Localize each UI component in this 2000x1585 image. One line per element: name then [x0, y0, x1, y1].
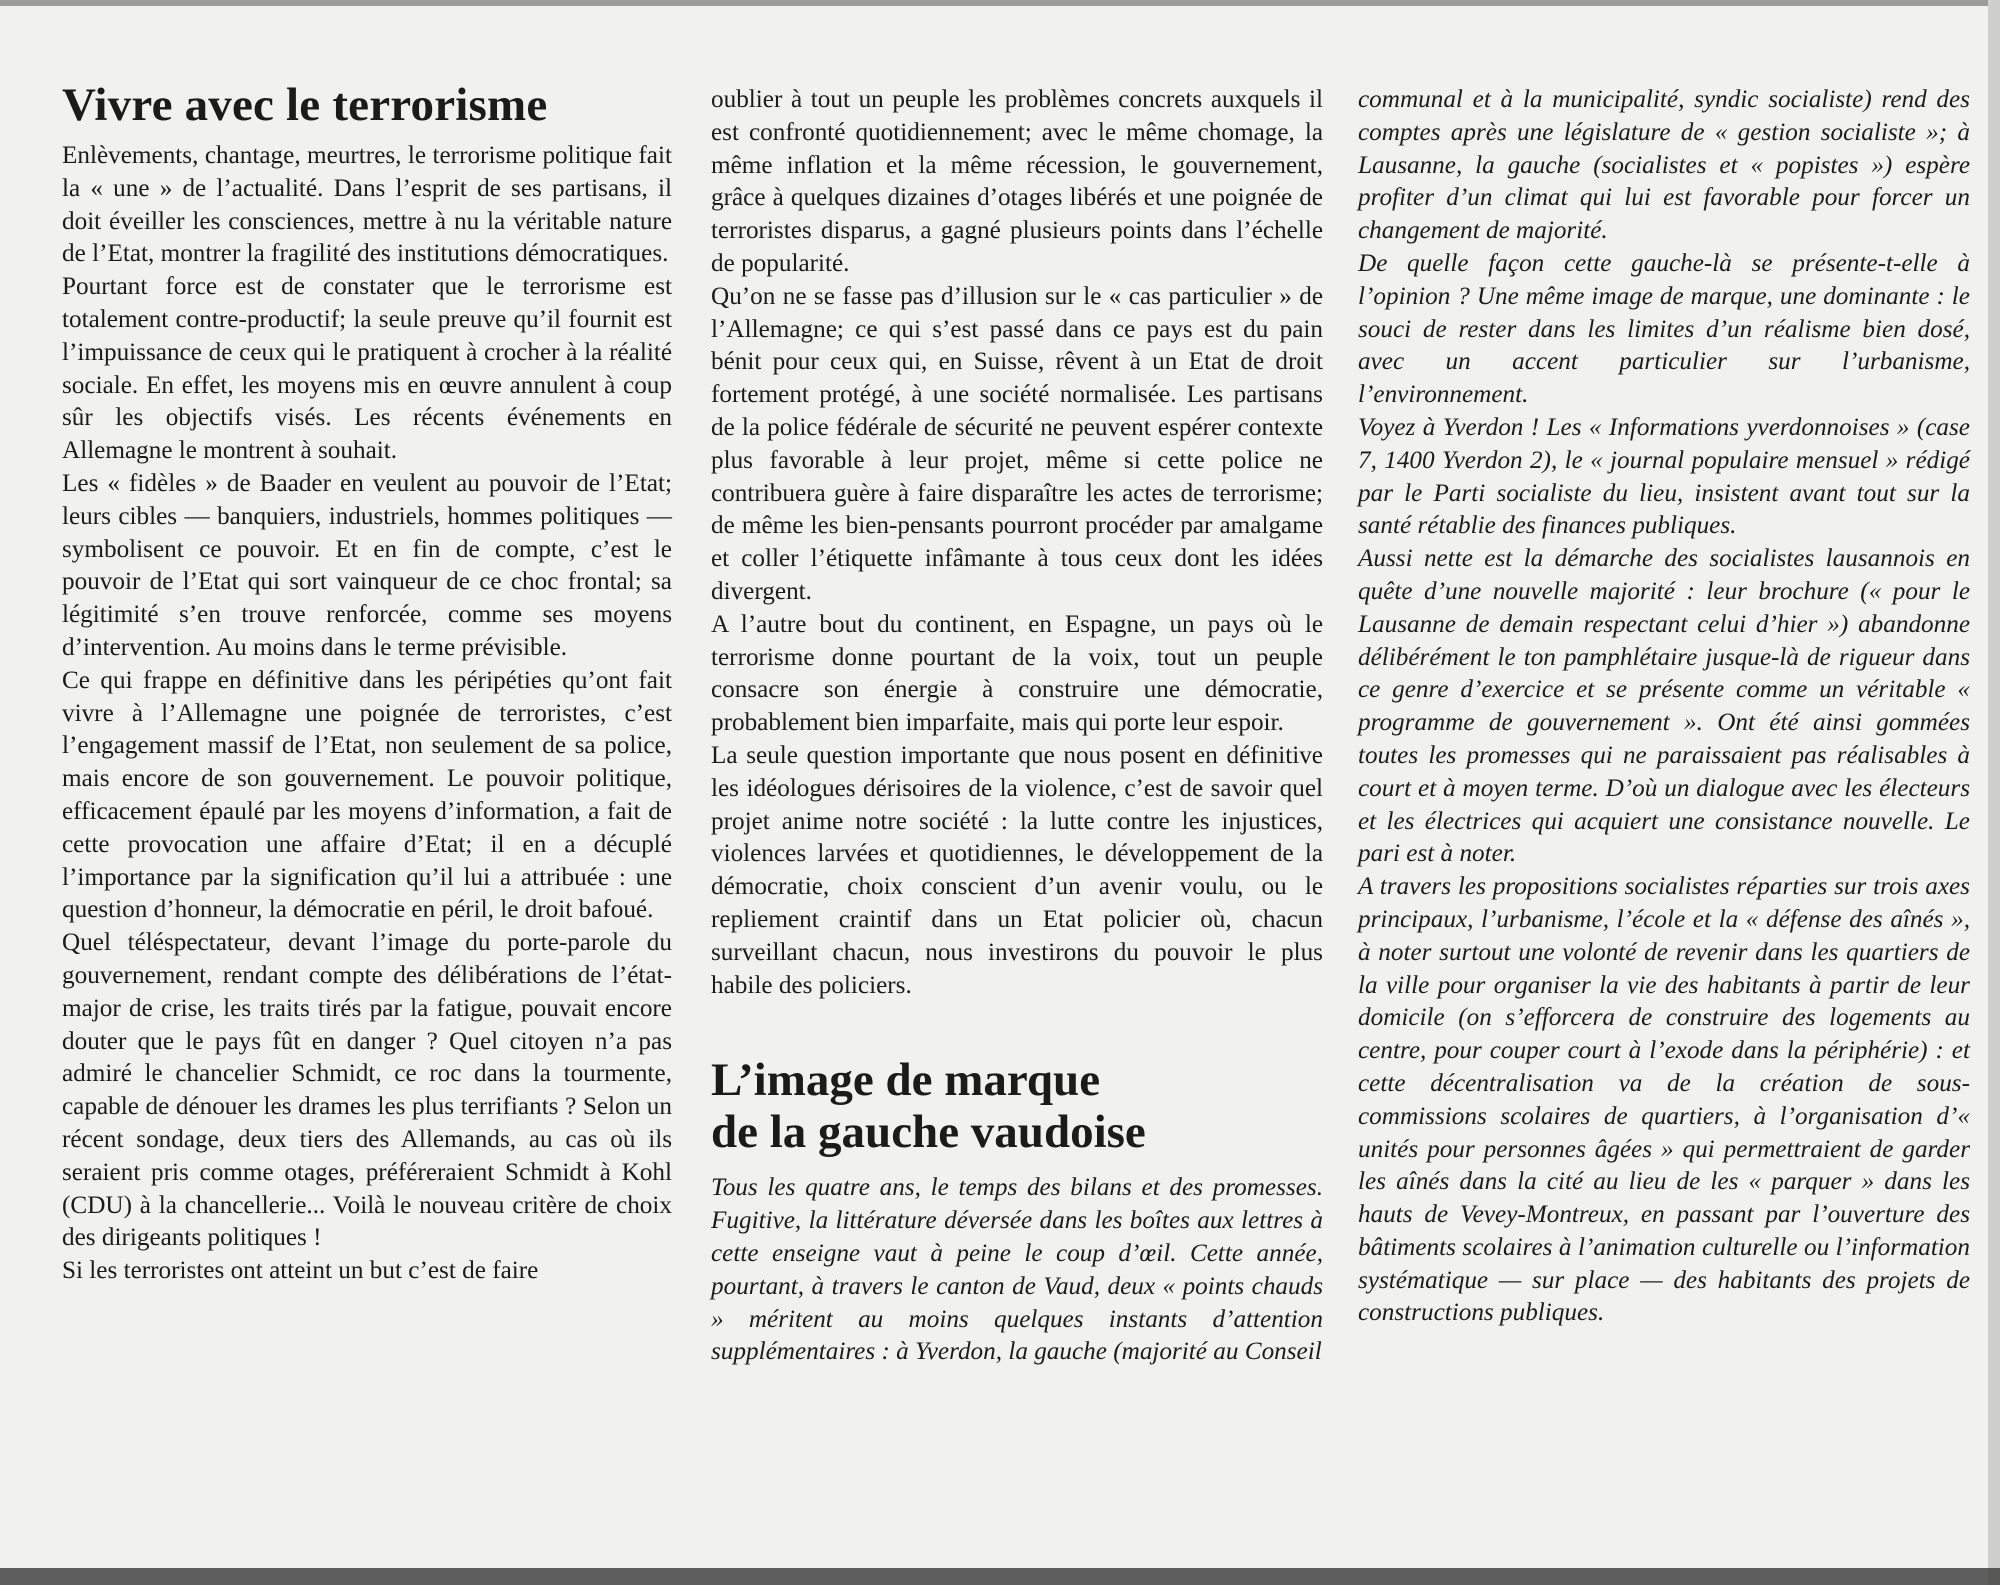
- title-line-2: de la gauche vaudoise: [711, 1106, 1146, 1159]
- column-2: [711, 84, 1323, 1369]
- paragraph-italic: Aussi nette est la démarche des socialistes lausannois en quête d’une nouvelle majorité : leur brochure (« pour le Lausanne de demain respectant celui d’hier ») abandonne délibérément le ton pamphlétaire jusque-là de rigueur dans ce genre d’exercice et se présente comme un véritable « programme de gouvernement ». Ont été ainsi gommées toutes les promesses qui ne paraissaient pas réalisables à court et à moyen terme. D’où un dialogue avec les électeurs et les électrices qui acquiert une consistance nouvelle. Le pari est à noter.: [1358, 545, 1970, 868]
- paragraph: A l’autre bout du continent, en Espagne, un pays où le terrorisme donne pourtant de la voix, tout un peuple consacre son énergie à construire une démocratie, probablement bien imparfaite, mais qui porte leur espoir.: [711, 610, 1323, 737]
- paragraph-italic: Voyez à Yverdon ! Les « Informations yverdonnoises » (case 7, 1400 Yverdon 2), le « journal populaire mensuel » rédigé par le Parti socialiste du lieu, insistent avant tout sur la santé rétablie des finances publiques.: [1358, 413, 1970, 540]
- article-title-gauche-vaudoise: [711, 1054, 1323, 1158]
- paragraph-italic: communal et à la municipalité, syndic socialiste) rend des comptes après une législature de « gestion socialiste »; à Lausanne, la gauche (socialistes et « popistes ») espère profiter d’un climat qui lui est favorable pour forcer un changement de majorité.: [1358, 86, 1970, 245]
- paragraph: Si les terroristes ont atteint un but c’est de faire: [62, 1257, 539, 1285]
- paragraph: La seule question importante que nous posent en définitive les idéologues dérisoires de la violence, c’est de savoir quel projet anime notre société : la lutte contre les injustices, violences larvées et quotidiennes, le développement de la démocratie, choix conscient d’un avenir voulu, ou le repliement craintif dans un Etat policier où, chacun surveillant chacun, nous investirons du pouvoir le plus habile des policiers.: [711, 741, 1323, 999]
- column-1: [62, 80, 672, 1288]
- article-title-terrorisme: Vivre avec le terrorisme: [62, 79, 548, 131]
- page-top-edge: [0, 0, 2000, 6]
- column-3: [1358, 84, 1970, 1330]
- paragraph: Quel téléspectateur, devant l’image du porte-parole du gouvernement, rendant compte des délibérations de l’état-major de crise, les traits tirés par la fatigue, pouvait encore douter que le pays fût en danger ? Quel citoyen n’a pas admiré le chancelier Schmidt, ce roc dans la tourmente, capable de dénouer les drames les plus terrifiants ? Selon un récent sondage, deux tiers des Allemands, au cas où ils seraient pris comme otages, préféreraient Schmidt à Kohl (CDU) à la chancellerie... Voilà le nouveau critère de choix des dirigeants politiques !: [62, 929, 672, 1252]
- paragraph: Pourtant force est de constater que le terrorisme est totalement contre-productif; la seule preuve qu’il fournit est l’impuissance de ceux qui le pratiquent à crocher à la réalité sociale. En effet, les moyens mis en œuvre annulent à coup sûr les objectifs visés. Les récents événements en Allemagne le montrent à souhait.: [62, 273, 672, 465]
- title-line-1: L’image de marque: [711, 1054, 1101, 1107]
- paragraph: Qu’on ne se fasse pas d’illusion sur le « cas particulier » de l’Allemagne; ce qui s’est passé dans ce pays est du pain bénit pour ceux qui, en Suisse, rêvent à un Etat de droit fortement protégé, à une société normalisée. Les partisans de la police fédérale de sécurité ne peuvent espérer contexte plus favorable à leur projet, même si cette police ne contribuera guère à faire disparaître les actes de terrorisme; de même les bien-pensants pourront procéder par amalgame et coller l’étiquette infâmante à tous ceux dont les idées divergent.: [711, 282, 1323, 605]
- page-bottom-edge: [0, 1568, 2000, 1585]
- paragraph: oublier à tout un peuple les problèmes concrets auxquels il est confronté quotidiennement; avec le même chomage, la même inflation et la même récession, le gouvernement, grâce à quelques dizaines d’otages libérés et une poignée de terroristes disparus, a gagné plusieurs points dans l’échelle de popularité.: [711, 86, 1323, 277]
- paragraph-italic: De quelle façon cette gauche-là se présente-t-elle à l’opinion ? Une même image de marque, une dominante : le souci de rester dans les limites d’un réalisme bien dosé, avec un accent particulier sur l’urbanisme, l’environnement.: [1358, 249, 1970, 409]
- page-right-edge: [1988, 0, 2000, 1585]
- paragraph: Ce qui frappe en définitive dans les péripéties qu’ont fait vivre à l’Allemagne une poignée de terroristes, c’est l’engagement massif de l’Etat, non seulement de sa police, mais encore de son gouvernement. Le pouvoir politique, efficacement épaulé par les moyens d’information, a fait de cette provocation une affaire d’Etat; il en a décuplé l’importance par la signification qu’il lui a attribuée : une question d’honneur, la démocratie en péril, le droit bafoué.: [62, 666, 672, 924]
- paragraph: Enlèvements, chantage, meurtres, le terrorisme politique fait la « une » de l’actualité. Dans l’esprit de ses partisans, il doit éveiller les consciences, mettre à nu la véritable nature de l’Etat, montrer la fragilité des institutions démocratiques.: [62, 142, 672, 268]
- paragraph-italic: A travers les propositions socialistes réparties sur trois axes principaux, l’urbanisme, l’école et la « défense des aînés », à noter surtout une volonté de revenir dans les quartiers de la ville pour organiser la vie des habitants à partir de leur domicile (on s’efforcera de construire des logements au centre, pour couper court à l’exode dans la périphérie) : et cette décentralisation va de la création de sous-commissions scolaires de quartiers, à l’organisation d’« unités pour personnes âgées » qui permettraient de garder les aînés dans la cité au lieu de les « parquer » dans les hauts de Vevey-Montreux, en passant par l’ouverture des bâtiments scolaires à l’animation culturelle ou l’information systématique — sur place — des habitants des projets de constructions publiques.: [1358, 873, 1970, 1327]
- paragraph: Les « fidèles » de Baader en veulent au pouvoir de l’Etat; leurs cibles — banquiers, industriels, hommes politiques — symbolisent ce pouvoir. Et en fin de compte, c’est le pouvoir de l’Etat qui sort vainqueur de ce choc frontal; sa légitimité s’en trouve renforcée, comme ses moyens d’intervention. Au moins dans le terme prévisible.: [62, 469, 672, 661]
- paragraph-italic: Tous les quatre ans, le temps des bilans et des promesses. Fugitive, la littérature déversée dans les boîtes aux lettres à cette enseigne vaut à peine le coup d’œil. Cette année, pourtant, à travers le canton de Vaud, deux « points chauds » méritent au moins quelques instants d’attention supplémentaires : à Yverdon, la gauche (majorité au Conseil: [711, 1174, 1323, 1366]
